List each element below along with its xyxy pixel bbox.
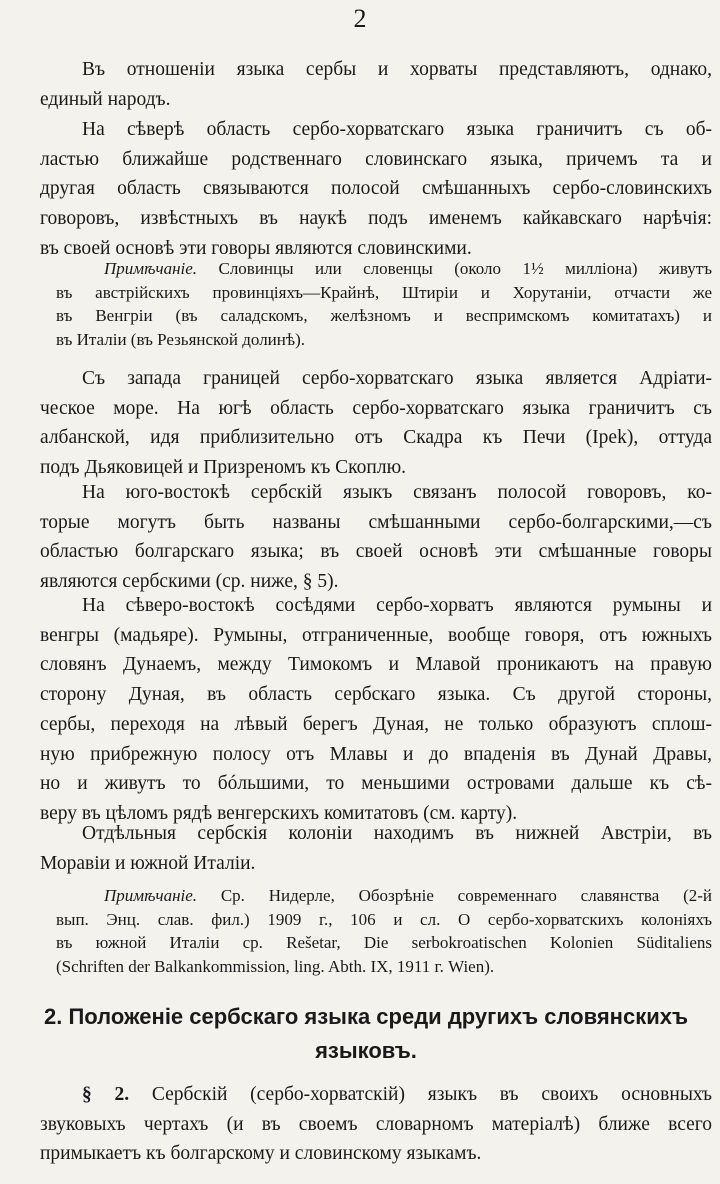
text-line: другая область связываются полосой смѣшанныхъ сербо-словинскихъ xyxy=(40,178,712,200)
text-line: говоровъ, извѣстныхъ въ наукѣ подъ именемъ кайкавскаго нарѣчія: xyxy=(40,208,712,230)
text-line: На сѣверѣ область сербо-хорватскаго языка граничитъ съ об- xyxy=(82,119,712,140)
paragraph-3 xyxy=(40,364,712,483)
text-line: Моравіи и южной Италіи. xyxy=(40,852,256,874)
heading-line: 2. Положеніе сербскаго языка среди другихъ словянскихъ xyxy=(43,1004,688,1029)
note-line: (Schriften der Balkankommission, ling. Abth. IX, 1911 г. Wien). xyxy=(56,956,495,976)
text-line: ческое море. На югѣ область сербо-хорватскаго языка граничитъ съ xyxy=(40,397,712,419)
section-paragraph xyxy=(40,1080,712,1169)
paragraph-4 xyxy=(40,478,712,597)
text-line: Отдѣльныя сербскія колоніи находимъ въ нижней Австріи, въ xyxy=(82,823,712,844)
note-line: вып. Энц. слав. фил.) 1909 г., 106 и сл. О сербо-хорватскихъ колоніяхъ xyxy=(56,909,712,929)
paragraph-5 xyxy=(40,591,712,829)
text-line: въ своей основѣ эти говоры являются словинскими. xyxy=(40,237,472,259)
heading-line: языковъ. xyxy=(315,1038,417,1063)
note-line: въ южной Италіи ср. Rešetar, Die serbokroatischen Kolonien Süditaliens xyxy=(56,933,712,952)
text-line: словянъ Дунаемъ, между Тимокомъ и Млавой проникаютъ на правую xyxy=(40,654,712,676)
text-line: единый народъ. xyxy=(40,88,171,110)
note-line xyxy=(40,257,712,281)
text-line: ластью ближайше родственнаго словинскаго языка, причемъ та и xyxy=(40,148,712,170)
note-label: Примѣчаніе. xyxy=(104,886,198,905)
note-label: Примѣчаніе. xyxy=(104,259,198,278)
section-number: § 2. xyxy=(82,1084,130,1105)
note-line xyxy=(40,884,712,908)
text-line: На юго-востокѣ сербскій языкъ связанъ полосой говоровъ, ко- xyxy=(82,482,712,503)
text-line: Въ отношеніи языка сербы и хорваты представляютъ, однако, xyxy=(82,59,712,80)
text-line: албанской, идя приблизительно отъ Скадра къ Печи (Ipek), оттуда xyxy=(40,427,712,449)
text-line: сербы, переходя на лѣвый берегъ Дуная, не только образуютъ сплош- xyxy=(40,713,712,735)
note-text: Ср. Нидерле, Обозрѣніе современнаго славянства (2-й xyxy=(220,886,712,905)
note-line: въ Италіи (въ Резьянской долинѣ). xyxy=(56,329,306,349)
text-line: Съ запада границей сербо-хорватскаго языка является Адріати- xyxy=(82,368,712,389)
note-text: Словинцы или словенцы (около 1½ милліона) живутъ xyxy=(218,259,712,278)
text-line: торые могутъ быть названы смѣшанными сербо-болгарскими,—съ xyxy=(40,511,712,533)
text-line: веру въ цѣломъ рядѣ венгерскихъ комитатовъ (см. карту). xyxy=(40,802,518,824)
paragraph-6 xyxy=(40,819,712,878)
note-line: въ австрійскихъ провинціяхъ—Крайнѣ, Штиріи и Хорутаніи, отчасти же xyxy=(56,282,712,302)
text-line: звуковыхъ чертахъ (и въ своемъ словарномъ матеріалѣ) ближе всего xyxy=(40,1113,712,1135)
paragraph-1 xyxy=(40,55,712,114)
text-line: примыкаетъ къ болгарскому и словинскому языкамъ. xyxy=(40,1143,482,1165)
note-2 xyxy=(40,884,712,978)
note-1 xyxy=(40,257,712,351)
text-line: сторону Дуная, въ область сербскаго языка. Съ другой стороны, xyxy=(40,684,712,706)
paragraph-2 xyxy=(40,115,712,264)
text-line: но и живутъ то бóльшими, то меньшими островами дальше къ сѣ- xyxy=(40,773,712,795)
section-heading xyxy=(20,1000,712,1068)
note-line: въ Венгріи (въ саладскомъ, желѣзномъ и веспримскомъ комитатахъ) и xyxy=(56,306,712,325)
text-line: ную прибрежную полосу отъ Млавы и до впаденія въ Дунай Дравы, xyxy=(40,743,712,765)
text-line: областью болгарскаго языка; въ своей основѣ эти смѣшанные говоры xyxy=(40,541,712,563)
text-line: На сѣверо-востокѣ сосѣдями сербо-хорватъ являются румыны и xyxy=(82,595,712,616)
text-line: венгры (мадьяре). Румыны, отграниченные, вообще говоря, отъ южныхъ xyxy=(40,624,712,646)
page-number: 2 xyxy=(353,4,367,33)
text-line: являются сербскими (ср. ниже, § 5). xyxy=(40,571,339,593)
text-line xyxy=(40,1080,712,1110)
section-text: Сербскій (сербо-хорватскій) языкъ въ своихъ основныхъ xyxy=(151,1084,713,1105)
text-line: подъ Дьяковицей и Призреномъ къ Скоплю. xyxy=(40,457,407,479)
